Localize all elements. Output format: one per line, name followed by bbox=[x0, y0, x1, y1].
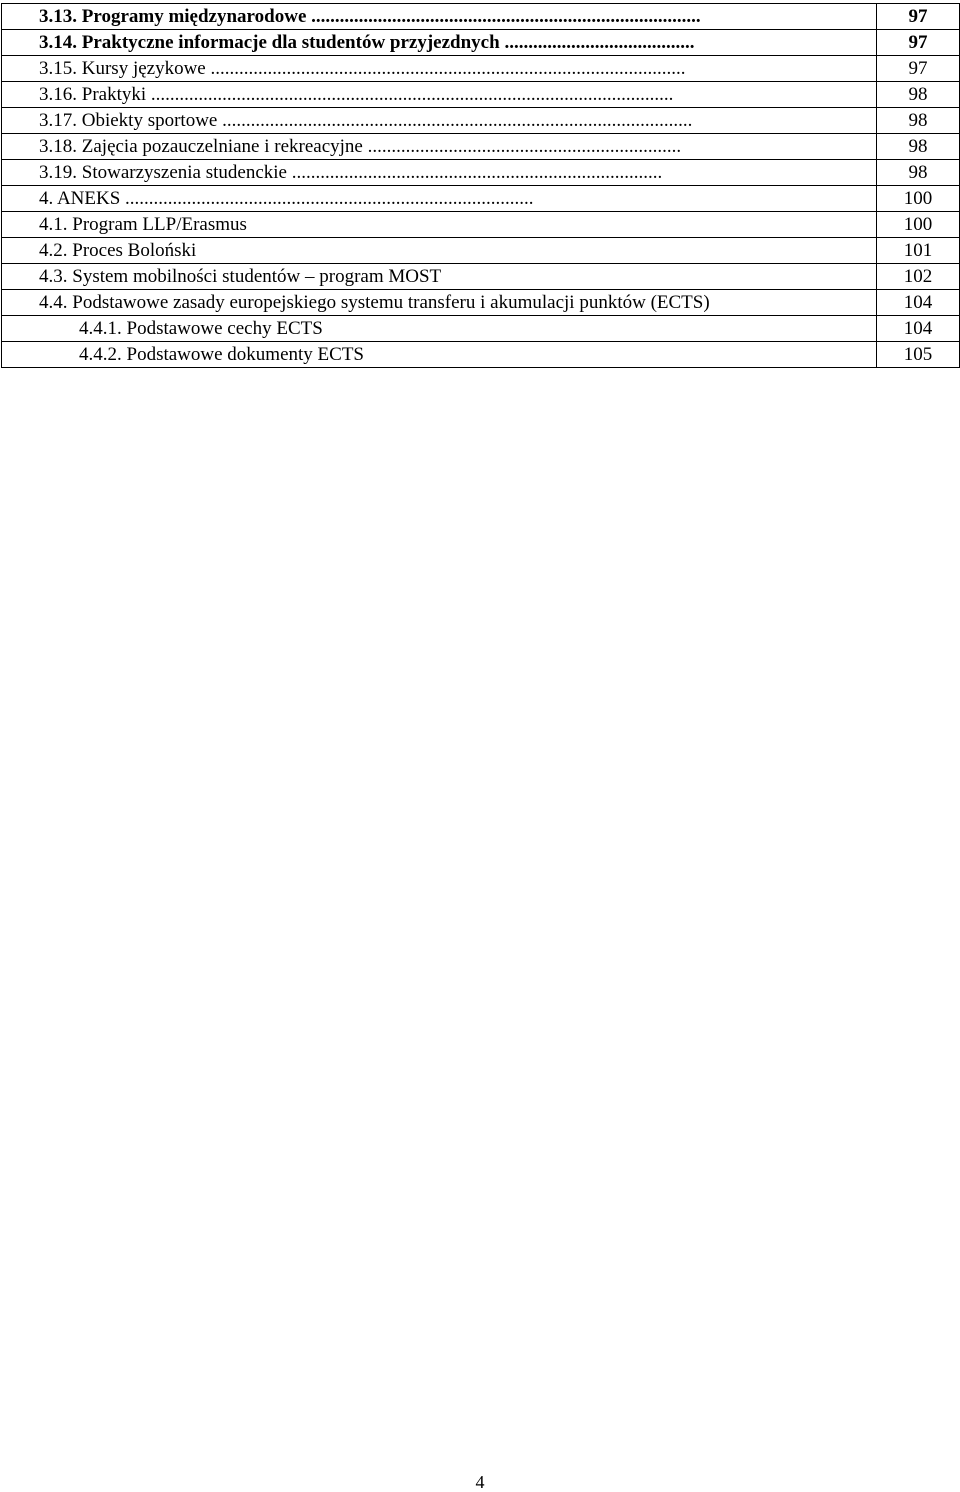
toc-entry-label: 4.4.1. Podstawowe cechy ECTS bbox=[79, 318, 323, 339]
page-number: 4 bbox=[475, 1472, 485, 1492]
toc-entry-label: 4.2. Proces Boloński bbox=[39, 240, 197, 261]
table-of-contents bbox=[1, 3, 960, 368]
toc-entry-title[interactable] bbox=[2, 186, 877, 212]
toc-leader-dots: ........................................ bbox=[499, 32, 695, 53]
toc-entry-4-4-2 bbox=[2, 342, 960, 368]
toc-entry-label: 3.16. Praktyki bbox=[39, 84, 147, 105]
toc-entry-title[interactable] bbox=[2, 108, 877, 134]
toc-entry-title[interactable] bbox=[2, 160, 877, 186]
toc-leader-dots: ...................................................................................... bbox=[120, 188, 534, 209]
toc-entry-3-15 bbox=[2, 56, 960, 82]
toc-leader-dots: .............................................................................................................. bbox=[146, 84, 674, 105]
toc-entry-3-17 bbox=[2, 108, 960, 134]
toc-entry-title[interactable] bbox=[2, 4, 877, 30]
toc-entry-4-1 bbox=[2, 212, 960, 238]
toc-page-number[interactable]: 98 bbox=[877, 134, 960, 160]
toc-leader-dots: .................................................................................................... bbox=[205, 58, 686, 79]
toc-page-number[interactable]: 97 bbox=[877, 4, 960, 30]
toc-entry-label: 3.18. Zajęcia pozauczelniane i rekreacyjne bbox=[39, 136, 363, 157]
toc-entry-label: 4.4.2. Podstawowe dokumenty ECTS bbox=[79, 344, 364, 365]
toc-entry-title[interactable] bbox=[2, 316, 877, 342]
toc-page-number[interactable]: 101 bbox=[877, 238, 960, 264]
toc-entry-3-19 bbox=[2, 160, 960, 186]
toc-entry-4-3 bbox=[2, 264, 960, 290]
toc-leader-dots: .................................................................................. bbox=[306, 6, 701, 27]
toc-page-number[interactable]: 100 bbox=[877, 186, 960, 212]
toc-entry-title[interactable] bbox=[2, 82, 877, 108]
toc-entry-label: 3.13. Programy międzynarodowe bbox=[39, 6, 307, 27]
toc-entry-title[interactable] bbox=[2, 30, 877, 56]
toc-page-number[interactable]: 97 bbox=[877, 30, 960, 56]
toc-page-number[interactable]: 105 bbox=[877, 342, 960, 368]
toc-page-number[interactable]: 98 bbox=[877, 160, 960, 186]
toc-page-number[interactable]: 100 bbox=[877, 212, 960, 238]
toc-entry-label: 3.14. Praktyczne informacje dla studentów przyjezdnych bbox=[39, 32, 500, 53]
toc-entry-label: 3.19. Stowarzyszenia studenckie bbox=[39, 162, 287, 183]
toc-page-number[interactable]: 104 bbox=[877, 316, 960, 342]
toc-entry-4-4-1 bbox=[2, 316, 960, 342]
toc-entry-label: 4.4. Podstawowe zasady europejskiego systemu transferu i akumulacji punktów (ECTS) bbox=[39, 292, 710, 313]
toc-entry-title[interactable] bbox=[2, 290, 877, 316]
toc-entry-3-18 bbox=[2, 134, 960, 160]
toc-entry-3-13 bbox=[2, 4, 960, 30]
toc-entry-label: 4. ANEKS bbox=[39, 188, 121, 209]
toc-page-number[interactable]: 98 bbox=[877, 108, 960, 134]
toc-entry-4-4 bbox=[2, 290, 960, 316]
toc-page-number[interactable]: 104 bbox=[877, 290, 960, 316]
toc-entry-4-2 bbox=[2, 238, 960, 264]
toc-entry-label: 3.15. Kursy językowe bbox=[39, 58, 206, 79]
toc-entry-title[interactable] bbox=[2, 134, 877, 160]
toc-leader-dots: .............................................................................. bbox=[286, 162, 663, 183]
toc-entry-3-16 bbox=[2, 82, 960, 108]
toc-entry-title[interactable] bbox=[2, 56, 877, 82]
toc-page-number[interactable]: 98 bbox=[877, 82, 960, 108]
toc-page-number[interactable]: 102 bbox=[877, 264, 960, 290]
toc-entry-title[interactable] bbox=[2, 264, 877, 290]
toc-page-number[interactable]: 97 bbox=[877, 56, 960, 82]
toc-entry-label: 3.17. Obiekty sportowe bbox=[39, 110, 218, 131]
toc-entry-title[interactable] bbox=[2, 342, 877, 368]
toc-leader-dots: .................................................................. bbox=[362, 136, 682, 157]
toc-entry-title[interactable] bbox=[2, 212, 877, 238]
toc-entry-label: 4.1. Program LLP/Erasmus bbox=[39, 214, 247, 235]
toc-entry-label: 4.3. System mobilności studentów – program MOST bbox=[39, 266, 442, 287]
toc-entry-4 bbox=[2, 186, 960, 212]
toc-leader-dots: ................................................................................................... bbox=[217, 110, 693, 131]
toc-entry-title[interactable] bbox=[2, 238, 877, 264]
toc-entry-3-14 bbox=[2, 30, 960, 56]
